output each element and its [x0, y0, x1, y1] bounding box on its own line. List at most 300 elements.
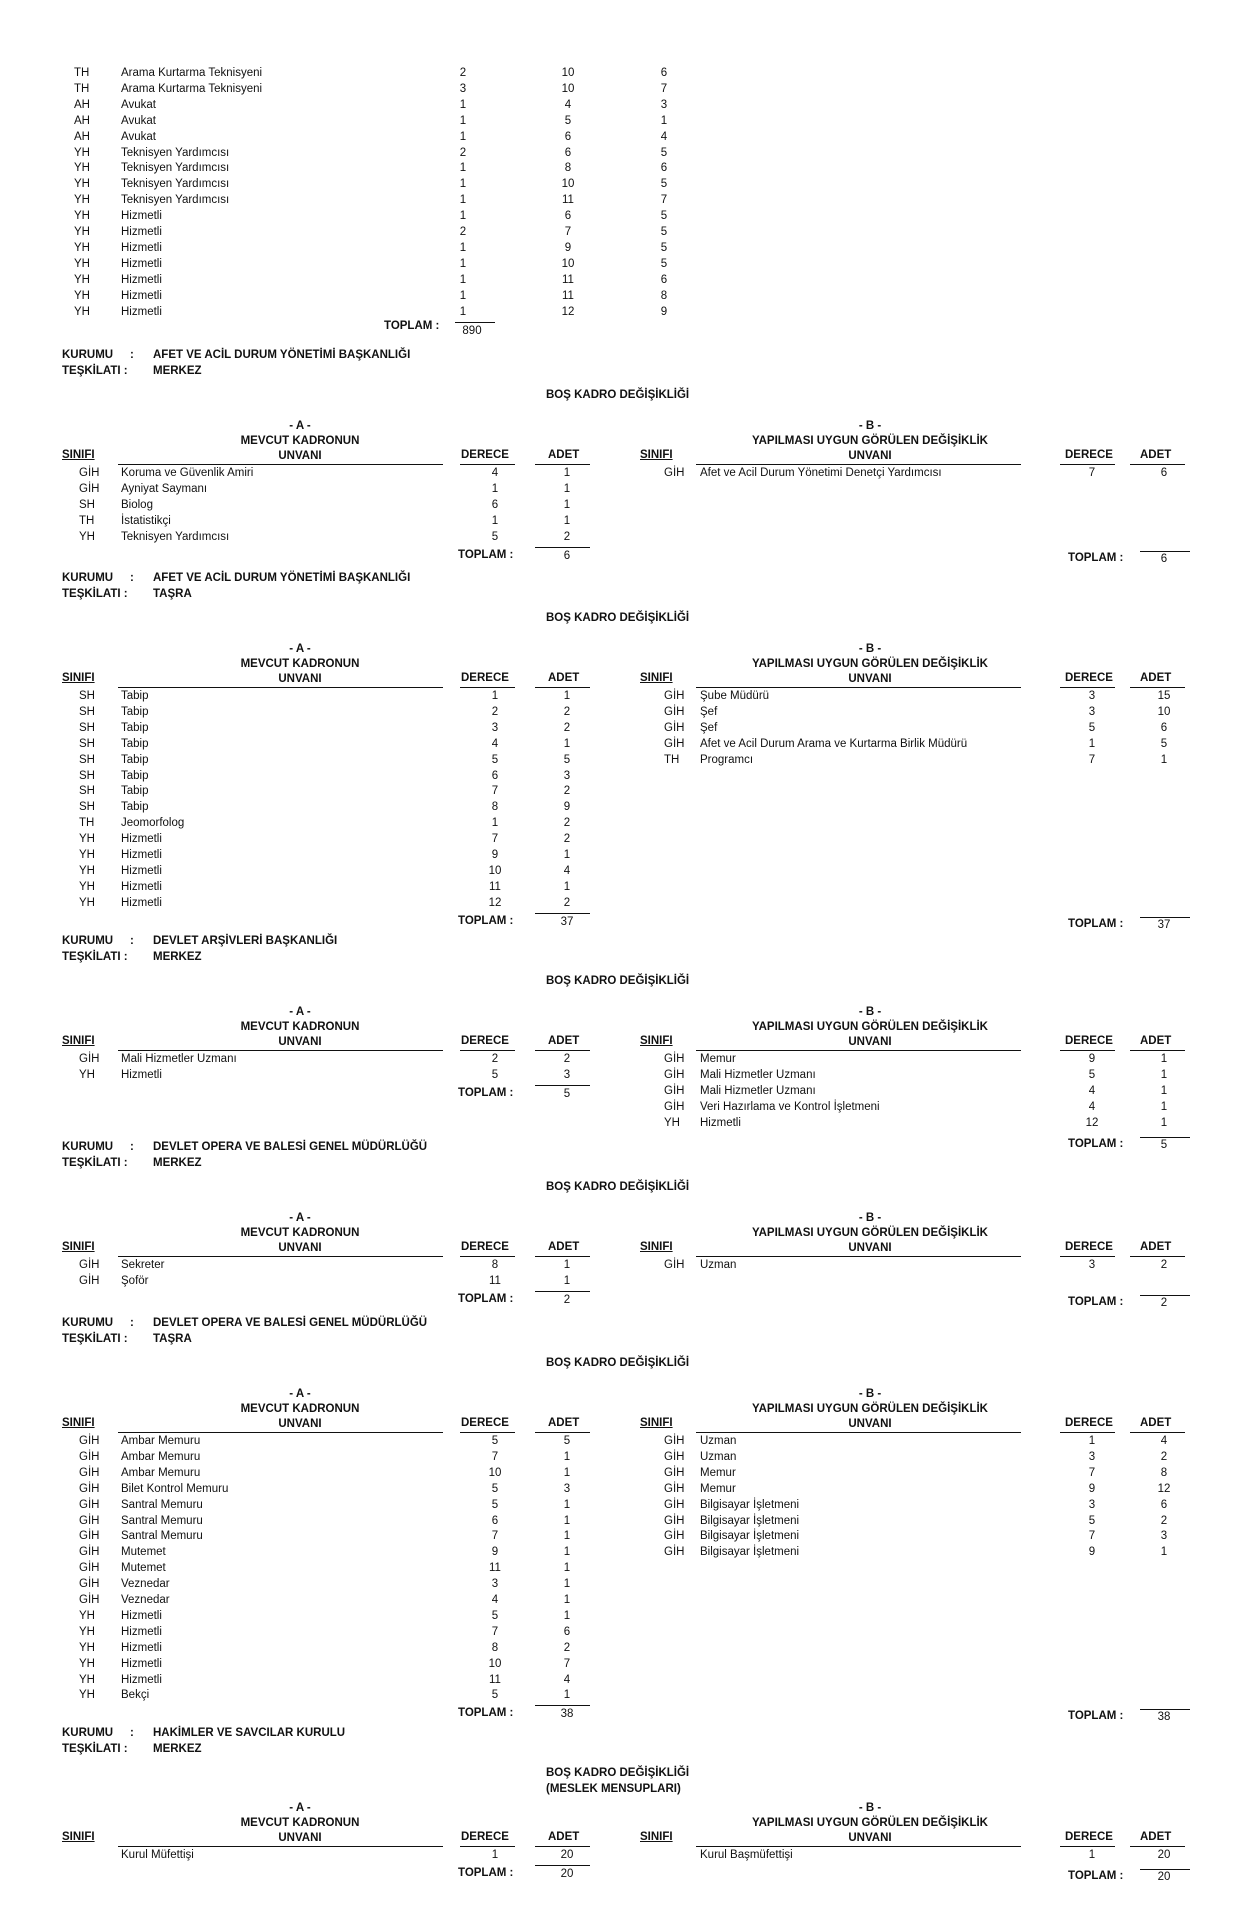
- table-row-sinif: TH: [74, 67, 90, 79]
- derece-heading: DERECE: [1065, 1241, 1113, 1253]
- table-row-sinif: GİH: [79, 482, 100, 495]
- table-row-value: 1: [459, 289, 467, 302]
- table-row-unvan: Memur: [700, 1053, 736, 1065]
- table-row-unvan: Şube Müdürü: [700, 690, 770, 702]
- table-row-derece: 1: [1088, 1849, 1096, 1861]
- table-row-unvan: Tabip: [121, 690, 149, 702]
- derece-heading: DERECE: [461, 1035, 509, 1047]
- table-row-sinif: SH: [79, 785, 95, 798]
- table-row-sinif: GİH: [664, 467, 685, 479]
- mevcut-heading: MEVCUT KADRONUN: [240, 1021, 360, 1033]
- table-row-derece: 7: [1088, 1530, 1096, 1543]
- table-row-unvan: Arama Kurtarma Teknisyeni: [121, 67, 263, 79]
- adet-heading: ADET: [548, 672, 580, 684]
- adet-heading: ADET: [1140, 1831, 1172, 1843]
- a-marker: - A -: [289, 1212, 311, 1224]
- header-rule: [1130, 1256, 1185, 1257]
- table-row-adet: 1: [563, 498, 571, 511]
- table-row-derece: 10: [488, 1466, 502, 1479]
- table-row-unvan: Santral Memuru: [121, 1530, 203, 1543]
- table-row-value: 6: [660, 67, 668, 79]
- unvani-heading: UNVANI: [848, 1832, 892, 1844]
- table-row-unvan: Tabip: [121, 801, 149, 814]
- yapilmasi-heading: YAPILMASI UYGUN GÖRÜLEN DEĞİŞİKLİK: [752, 1817, 988, 1829]
- table-row-sinif: GİH: [664, 1068, 685, 1081]
- table-row-unvan: Şoför: [121, 1274, 149, 1287]
- table-row-value: 1: [459, 98, 467, 111]
- table-row-unvan: Tabip: [121, 785, 149, 798]
- sinifi-heading: SINIFI: [62, 1417, 95, 1429]
- table-row-value: 1: [459, 241, 467, 254]
- table-row-adet: 4: [563, 1673, 571, 1686]
- unvani-heading: UNVANI: [278, 1242, 322, 1254]
- header-rule: [1060, 1050, 1115, 1051]
- unvani-heading: UNVANI: [278, 1832, 322, 1844]
- header-rule: [535, 687, 590, 688]
- table-row-adet: 5: [563, 753, 571, 766]
- header-rule: [1130, 1050, 1185, 1051]
- kurum-name: HAKİMLER VE SAVCILAR KURULU: [153, 1727, 346, 1739]
- table-row-sinif: GİH: [664, 1053, 685, 1065]
- table-row-sinif: YH: [74, 194, 90, 207]
- table-row-sinif: YH: [79, 849, 95, 861]
- table-row-adet: 2: [563, 833, 571, 846]
- table-row-adet: 1: [563, 849, 571, 861]
- table-row-unvan: Teknisyen Yardımcısı: [121, 162, 230, 175]
- table-row-sinif: SH: [79, 801, 95, 814]
- table-row-value: 9: [660, 305, 668, 318]
- table-row-derece: 11: [489, 1562, 501, 1575]
- table-row-adet: 1: [563, 1578, 571, 1591]
- table-row-value: 10: [561, 257, 575, 270]
- table-row-sinif: GİH: [79, 1482, 100, 1495]
- table-row-derece: 1: [491, 690, 499, 702]
- sinifi-heading: SINIFI: [62, 449, 95, 461]
- table-row-derece: 8: [491, 1259, 499, 1271]
- table-row-derece: 6: [491, 498, 499, 511]
- sinifi-heading: SINIFI: [640, 1035, 673, 1047]
- b-marker: - B -: [858, 1006, 882, 1018]
- kurum-label: KURUMU: [62, 1727, 114, 1739]
- table-row-derece: 3: [491, 1578, 499, 1591]
- yapilmasi-heading: YAPILMASI UYGUN GÖRÜLEN DEĞİŞİKLİK: [752, 1403, 988, 1415]
- kurum-label: KURUMU: [62, 1317, 114, 1329]
- table-row-value: 11: [562, 273, 574, 286]
- table-row-sinif: YH: [79, 1673, 95, 1686]
- table-row-unvan: Şef: [700, 705, 718, 718]
- table-row-derece: 5: [491, 1609, 499, 1622]
- table-row-value: 6: [564, 130, 572, 143]
- table-row-adet: 1: [1160, 753, 1168, 766]
- table-row-sinif: SH: [79, 705, 95, 718]
- table-row-derece: 7: [491, 833, 499, 846]
- a-total-rule: [535, 1705, 590, 1706]
- sinifi-heading: SINIFI: [62, 1831, 95, 1843]
- table-row-sinif: YH: [79, 1689, 95, 1702]
- table-row-unvan: Tabip: [121, 705, 149, 718]
- header-rule: [696, 1846, 1021, 1847]
- table-row-derece: 7: [491, 785, 499, 798]
- table-row-value: 4: [660, 130, 668, 143]
- teskilat-label: TEŞKİLATI :: [62, 951, 128, 963]
- table-row-adet: 1: [1160, 1116, 1168, 1129]
- b-total-value: 38: [1157, 1711, 1171, 1724]
- b-marker: - B -: [858, 1388, 882, 1400]
- table-row-value: 5: [660, 146, 668, 159]
- table-row-derece: 1: [1088, 737, 1096, 750]
- table-row-unvan: Uzman: [700, 1435, 737, 1447]
- table-row-adet: 4: [563, 864, 571, 877]
- table-row-unvan: Ambar Memuru: [121, 1450, 201, 1463]
- section-heading: BOŞ KADRO DEĞİŞİKLİĞİ: [546, 1767, 690, 1779]
- table-row-derece: 3: [491, 721, 499, 734]
- table-row-derece: 5: [491, 753, 499, 766]
- table-row-value: 8: [564, 162, 572, 175]
- table-row-derece: 3: [1088, 690, 1096, 702]
- table-row-adet: 1: [563, 1594, 571, 1606]
- a-marker: - A -: [289, 1802, 311, 1814]
- table-row-adet: 2: [1160, 1514, 1168, 1527]
- table-row-value: 1: [459, 210, 467, 223]
- table-row-adet: 1: [563, 1466, 571, 1479]
- kurum-name: AFET VE ACİL DURUM YÖNETİMİ BAŞKANLIĞI: [153, 572, 411, 584]
- table-row-unvan: Veznedar: [121, 1578, 170, 1591]
- table-row-unvan: Hizmetli: [121, 833, 162, 846]
- table-row-sinif: GİH: [664, 1546, 685, 1559]
- header-rule: [118, 1256, 443, 1257]
- derece-heading: DERECE: [1065, 449, 1113, 461]
- derece-heading: DERECE: [461, 449, 509, 461]
- adet-heading: ADET: [1140, 1035, 1172, 1047]
- table-row-value: 5: [660, 241, 668, 254]
- table-row-value: 3: [660, 98, 668, 111]
- table-row-unvan: Bilgisayar İşletmeni: [700, 1514, 800, 1527]
- table-row-adet: 6: [1160, 467, 1168, 479]
- kurum-name: DEVLET OPERA VE BALESİ GENEL MÜDÜRLÜĞÜ: [153, 1317, 428, 1329]
- sinifi-heading: SINIFI: [640, 449, 673, 461]
- a-marker: - A -: [289, 420, 311, 432]
- teskilat-name: MERKEZ: [153, 1743, 202, 1755]
- table-row-adet: 6: [1160, 721, 1168, 734]
- header-rule: [118, 1846, 443, 1847]
- table-row-unvan: Koruma ve Güvenlik Amiri: [121, 467, 254, 479]
- header-rule: [118, 1432, 443, 1433]
- table-row-sinif: YH: [79, 530, 95, 543]
- table-row-value: 6: [564, 210, 572, 223]
- kurum-colon: :: [130, 349, 134, 361]
- table-row-value: 1: [459, 162, 467, 175]
- table-row-sinif: TH: [664, 753, 680, 766]
- table-row-sinif: GİH: [664, 721, 685, 734]
- table-row-value: 11: [562, 194, 574, 207]
- table-row-unvan: Tabip: [121, 737, 149, 750]
- header-rule: [1130, 1432, 1185, 1433]
- table-row-derece: 11: [489, 880, 501, 893]
- b-total-label: TOPLAM :: [1068, 1295, 1124, 1308]
- teskilat-label: TEŞKİLATI :: [62, 1157, 128, 1169]
- table-row-adet: 8: [1160, 1466, 1168, 1479]
- a-total-value: 37: [560, 915, 574, 928]
- table-row-sinif: TH: [79, 817, 95, 830]
- header-rule: [118, 464, 443, 465]
- a-total-value: 6: [563, 549, 571, 562]
- b-total-label: TOPLAM :: [1068, 1710, 1124, 1723]
- table-row-derece: 5: [491, 1068, 499, 1081]
- table-row-sinif: TH: [74, 82, 90, 95]
- teskilat-name: MERKEZ: [153, 951, 202, 963]
- table-row-sinif: GİH: [79, 1578, 100, 1591]
- header-rule: [118, 687, 443, 688]
- table-row-value: 8: [660, 289, 668, 302]
- unvani-heading: UNVANI: [848, 1036, 892, 1048]
- table-row-derece: 7: [491, 1450, 499, 1463]
- table-row-value: 1: [459, 273, 467, 286]
- header-rule: [696, 687, 1021, 688]
- table-row-value: 11: [562, 289, 574, 302]
- table-row-adet: 2: [563, 721, 571, 734]
- kurum-name: AFET VE ACİL DURUM YÖNETİMİ BAŞKANLIĞI: [153, 349, 411, 361]
- kurum-name: DEVLET OPERA VE BALESİ GENEL MÜDÜRLÜĞÜ: [153, 1141, 428, 1153]
- header-rule: [1130, 1846, 1185, 1847]
- unvani-heading: UNVANI: [848, 1418, 892, 1430]
- b-marker: - B -: [858, 420, 882, 432]
- table-row-value: 6: [660, 162, 668, 175]
- a-total-label: TOPLAM :: [458, 1292, 514, 1305]
- table-row-sinif: GİH: [664, 705, 685, 718]
- table-row-adet: 5: [1160, 737, 1168, 750]
- mevcut-heading: MEVCUT KADRONUN: [240, 435, 360, 447]
- sinifi-heading: SINIFI: [640, 1241, 673, 1253]
- header-rule: [696, 1432, 1021, 1433]
- table-row-value: 1: [459, 178, 467, 191]
- table-row-derece: 9: [1088, 1482, 1096, 1495]
- header-rule: [535, 1432, 590, 1433]
- table-row-derece: 1: [491, 482, 499, 495]
- table-row-adet: 2: [563, 1053, 571, 1065]
- table-row-unvan: Mali Hizmetler Uzmanı: [700, 1068, 816, 1081]
- adet-heading: ADET: [548, 1035, 580, 1047]
- table-row-value: 10: [561, 82, 575, 95]
- table-row-value: 1: [459, 257, 467, 270]
- table-row-unvan: Hizmetli: [121, 1068, 162, 1081]
- table-row-sinif: SH: [79, 498, 95, 511]
- table-row-value: 2: [459, 67, 467, 79]
- header-rule: [460, 687, 515, 688]
- table-row-unvan: Memur: [700, 1466, 736, 1479]
- teskilat-name: MERKEZ: [153, 365, 202, 377]
- table-row-derece: 5: [1088, 1068, 1096, 1081]
- table-row-adet: 1: [563, 690, 571, 702]
- table-row-unvan: Bekçi: [121, 1689, 150, 1702]
- a-total-value: 2: [563, 1293, 571, 1306]
- b-total-value: 6: [1160, 552, 1168, 565]
- table-row-adet: 2: [1160, 1259, 1168, 1271]
- b-total-value: 5: [1160, 1138, 1168, 1151]
- table-row-derece: 6: [491, 769, 499, 782]
- table-row-sinif: YH: [74, 146, 90, 159]
- table-row-derece: 1: [491, 514, 499, 527]
- table-row-derece: 7: [1088, 1466, 1096, 1479]
- table-row-sinif: GİH: [79, 467, 100, 479]
- a-total-label: TOPLAM :: [458, 914, 514, 927]
- table-row-adet: 1: [563, 880, 571, 893]
- table-row-sinif: YH: [74, 178, 90, 191]
- table-row-sinif: GİH: [79, 1498, 100, 1511]
- table-row-unvan: Ambar Memuru: [121, 1466, 201, 1479]
- table-row-sinif: GİH: [664, 1435, 685, 1447]
- table-row-unvan: Hizmetli: [121, 226, 162, 238]
- table-row-unvan: Hizmetli: [121, 305, 162, 318]
- table-row-sinif: YH: [74, 162, 90, 175]
- table-row-adet: 9: [563, 801, 571, 814]
- table-row-sinif: SH: [79, 737, 95, 750]
- table-row-sinif: YH: [79, 880, 95, 893]
- unvani-heading: UNVANI: [848, 673, 892, 685]
- table-row-sinif: YH: [664, 1116, 680, 1129]
- teskilat-name: TAŞRA: [153, 1333, 192, 1345]
- top-total-value: 890: [462, 325, 482, 337]
- table-row-adet: 2: [563, 705, 571, 718]
- table-row-unvan: Hizmetli: [121, 1673, 162, 1686]
- section-heading: BOŞ KADRO DEĞİŞİKLİĞİ: [546, 389, 690, 401]
- table-row-sinif: GİH: [664, 737, 685, 750]
- table-row-derece: 12: [1085, 1116, 1099, 1129]
- table-row-adet: 2: [563, 817, 571, 830]
- table-row-unvan: Hizmetli: [121, 257, 162, 270]
- table-row-sinif: SH: [79, 753, 95, 766]
- header-rule: [535, 1050, 590, 1051]
- table-row-sinif: GİH: [664, 1482, 685, 1495]
- mevcut-heading: MEVCUT KADRONUN: [240, 1227, 360, 1239]
- table-row-adet: 1: [563, 482, 571, 495]
- table-row-adet: 1: [563, 1450, 571, 1463]
- table-row-unvan: Uzman: [700, 1259, 737, 1271]
- table-row-value: 5: [660, 178, 668, 191]
- a-total-rule: [535, 1085, 590, 1086]
- table-row-unvan: Hizmetli: [121, 1609, 162, 1622]
- adet-heading: ADET: [548, 449, 580, 461]
- teskilat-name: TAŞRA: [153, 588, 192, 600]
- table-row-unvan: Bilgisayar İşletmeni: [700, 1498, 800, 1511]
- table-row-unvan: Arama Kurtarma Teknisyeni: [121, 82, 263, 95]
- table-row-adet: 1: [563, 1514, 571, 1527]
- table-row-derece: 5: [1088, 721, 1096, 734]
- table-row-unvan: Kurul Müfettişi: [121, 1849, 194, 1861]
- header-rule: [460, 1846, 515, 1847]
- table-row-derece: 7: [1088, 753, 1096, 766]
- table-row-value: 7: [564, 226, 572, 238]
- table-row-derece: 1: [491, 1849, 499, 1861]
- table-row-sinif: GİH: [664, 1498, 685, 1511]
- table-row-adet: 6: [563, 1625, 571, 1638]
- adet-heading: ADET: [1140, 672, 1172, 684]
- b-total-value: 2: [1160, 1296, 1168, 1309]
- a-total-value: 20: [560, 1867, 574, 1880]
- unvani-heading: UNVANI: [278, 1418, 322, 1430]
- table-row-adet: 1: [1160, 1053, 1168, 1065]
- table-row-sinif: TH: [79, 514, 95, 527]
- table-row-sinif: GİH: [664, 690, 685, 702]
- header-rule: [1060, 1846, 1115, 1847]
- a-total-label: TOPLAM :: [458, 1707, 514, 1720]
- table-row-derece: 9: [491, 1546, 499, 1559]
- table-row-derece: 3: [1088, 1498, 1096, 1511]
- table-row-derece: 5: [491, 1482, 499, 1495]
- top-total-label: TOPLAM :: [384, 320, 440, 332]
- kurum-colon: :: [130, 1141, 134, 1153]
- a-total-rule: [535, 913, 590, 914]
- table-row-derece: 9: [1088, 1546, 1096, 1559]
- table-row-value: 4: [564, 98, 572, 111]
- header-rule: [535, 1256, 590, 1257]
- table-row-sinif: YH: [79, 864, 95, 877]
- b-marker: - B -: [858, 1802, 882, 1814]
- table-row-unvan: Teknisyen Yardımcısı: [121, 178, 230, 191]
- derece-heading: DERECE: [461, 1831, 509, 1843]
- table-row-unvan: Veznedar: [121, 1594, 170, 1606]
- table-row-adet: 3: [563, 769, 571, 782]
- table-row-sinif: GİH: [79, 1594, 100, 1606]
- kurum-label: KURUMU: [62, 1141, 114, 1153]
- table-row-adet: 6: [1160, 1498, 1168, 1511]
- unvani-heading: UNVANI: [278, 673, 322, 685]
- table-row-unvan: Afet ve Acil Durum Yönetimi Denetçi Yardımcısı: [700, 467, 942, 479]
- sinifi-heading: SINIFI: [62, 672, 95, 684]
- table-row-value: 3: [459, 82, 467, 95]
- table-row-sinif: GİH: [664, 1514, 685, 1527]
- table-row-derece: 5: [491, 1498, 499, 1511]
- derece-heading: DERECE: [1065, 1035, 1113, 1047]
- table-row-value: 5: [564, 114, 572, 127]
- table-row-unvan: Mali Hizmetler Uzmanı: [121, 1053, 237, 1065]
- section-heading: BOŞ KADRO DEĞİŞİKLİĞİ: [546, 1357, 690, 1369]
- table-row-derece: 7: [491, 1530, 499, 1543]
- table-row-unvan: Bilgisayar İşletmeni: [700, 1530, 800, 1543]
- table-row-sinif: GİH: [664, 1450, 685, 1463]
- table-row-sinif: GİH: [79, 1514, 100, 1527]
- a-total-label: TOPLAM :: [458, 1086, 514, 1099]
- table-row-unvan: Jeomorfolog: [121, 817, 185, 830]
- table-row-derece: 5: [491, 1689, 499, 1702]
- top-total-rule: [455, 322, 495, 323]
- derece-heading: DERECE: [1065, 1417, 1113, 1429]
- b-total-label: TOPLAM :: [1068, 1869, 1124, 1882]
- table-row-sinif: SH: [79, 690, 95, 702]
- table-row-unvan: Hizmetli: [121, 210, 162, 223]
- b-marker: - B -: [858, 643, 882, 655]
- table-row-sinif: YH: [74, 289, 90, 302]
- table-row-unvan: Hizmetli: [121, 241, 162, 254]
- table-row-unvan: Teknisyen Yardımcısı: [121, 530, 230, 543]
- table-row-sinif: SH: [79, 721, 95, 734]
- header-rule: [696, 1256, 1021, 1257]
- header-rule: [460, 464, 515, 465]
- table-row-unvan: Uzman: [700, 1450, 737, 1463]
- table-row-sinif: GİH: [79, 1450, 100, 1463]
- unvani-heading: UNVANI: [848, 450, 892, 462]
- table-row-value: 2: [459, 146, 467, 159]
- kurum-colon: :: [130, 1317, 134, 1329]
- a-marker: - A -: [289, 1006, 311, 1018]
- table-row-unvan: Programcı: [700, 753, 754, 766]
- table-row-unvan: Teknisyen Yardımcısı: [121, 146, 230, 159]
- table-row-derece: 4: [491, 1594, 499, 1606]
- table-row-derece: 3: [1088, 1259, 1096, 1271]
- table-row-unvan: Mutemet: [121, 1546, 166, 1559]
- table-row-unvan: Hizmetli: [121, 896, 162, 909]
- kurum-label: KURUMU: [62, 349, 114, 361]
- a-total-rule: [535, 1291, 590, 1292]
